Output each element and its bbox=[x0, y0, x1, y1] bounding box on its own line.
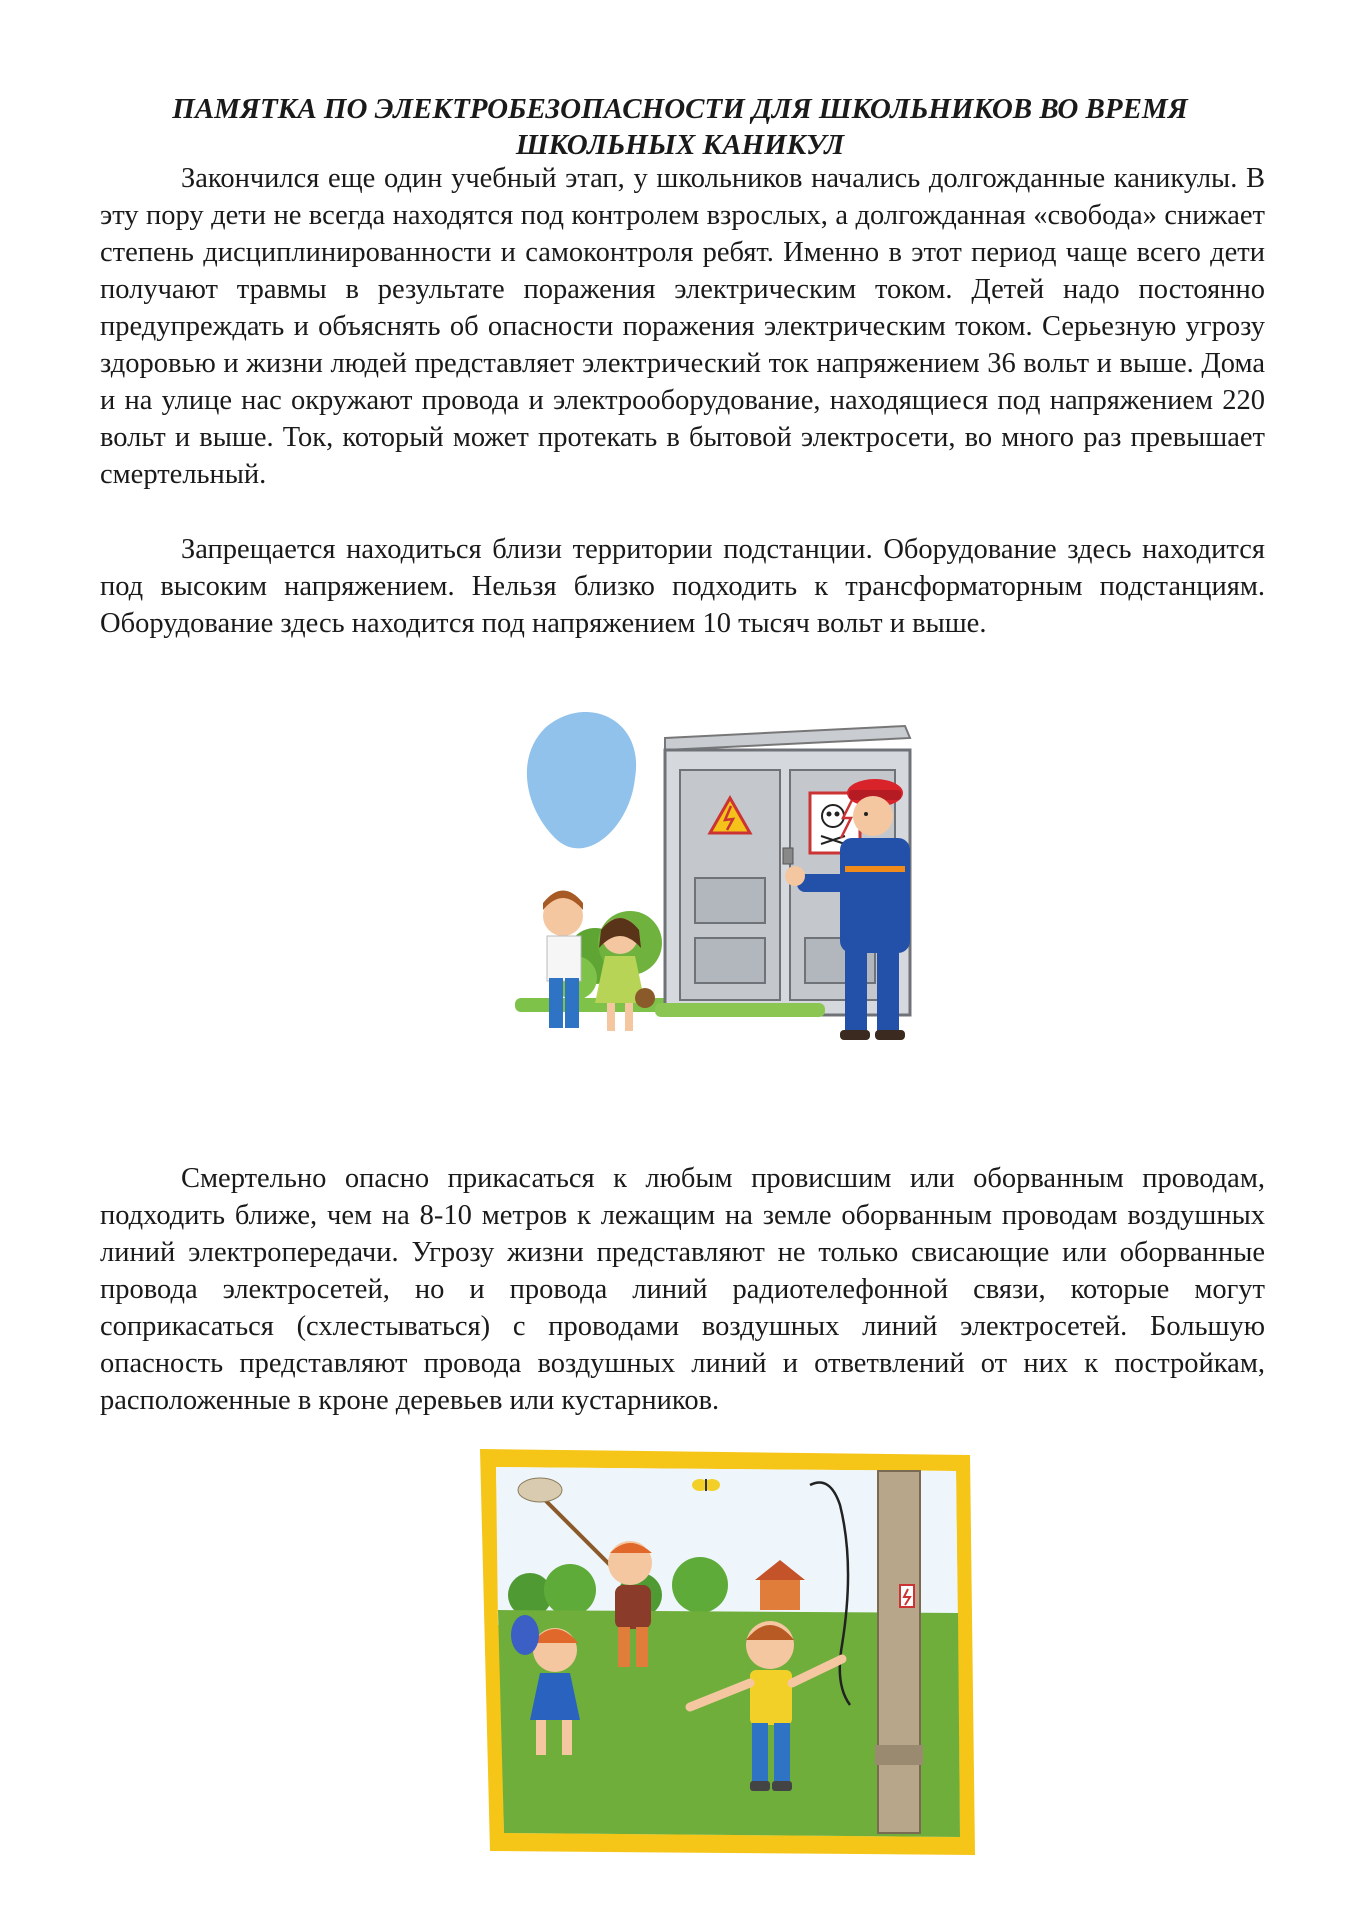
paragraph-wires: Смертельно опасно прикасаться к любым провисшим или оборванным проводам, подходить ближе, чем на 8-10 метров к лежащим на земле оборванным проводам воздушных линий электропередачи. Угрозу жизни представляют не только свисающие или оборванные провода электросетей, но и провода линий радиотелефонной связи, которые могут соприкасаться (схлестываться) с проводами воздушных линий электросетей. Большую опасность представляют провода воздушных линий и ответвлений от них к постройкам, расположенные в кроне деревьев или кустарников. bbox=[100, 1163, 1265, 1416]
child-boy-figure bbox=[543, 891, 583, 1029]
page-title: ПАМЯТКА ПО ЭЛЕКТРОБЕЗОПАСНОСТИ ДЛЯ ШКОЛЬНИКОВ ВО ВРЕМЯ ШКОЛЬНЫХ КАНИКУЛ bbox=[172, 93, 1188, 162]
utility-pole bbox=[875, 1471, 923, 1833]
substation-illustration bbox=[505, 698, 925, 1078]
broken-wire-illustration bbox=[470, 1445, 980, 1865]
paragraph-intro: Закончился еще один учебный этап, у школьников начались долгожданные каникулы. В эту пору дети не всегда находятся под контролем взрослых, а долгожданная «свобода» снижает степень дисциплинированности и самоконтроля ребят. Именно в этот период чаще всего дети получают травмы в результате поражения электрическим током. Детей надо постоянно предупреждать и объяснять об опасности поражения электрическим током. Серьезную угрозу здоровью и жизни людей представляет электрический ток напряжением 36 вольт и выше. Дома и на улице нас окружают провода и электрооборудование, находящиеся под напряжением 220 вольт и выше. Ток, который может протекать в бытовой электросети, во много раз превышает смертельный. bbox=[100, 163, 1265, 490]
butterfly-icon bbox=[692, 1479, 720, 1491]
paragraph-substation: Запрещается находиться близи территории подстанции. Оборудование здесь находится под высоким напряжением. Нельзя близко подходить к трансформаторным подстанциям. Оборудование здесь находится под напряжением 10 тысяч вольт и выше. bbox=[100, 534, 1265, 639]
sky-blob bbox=[527, 712, 636, 848]
